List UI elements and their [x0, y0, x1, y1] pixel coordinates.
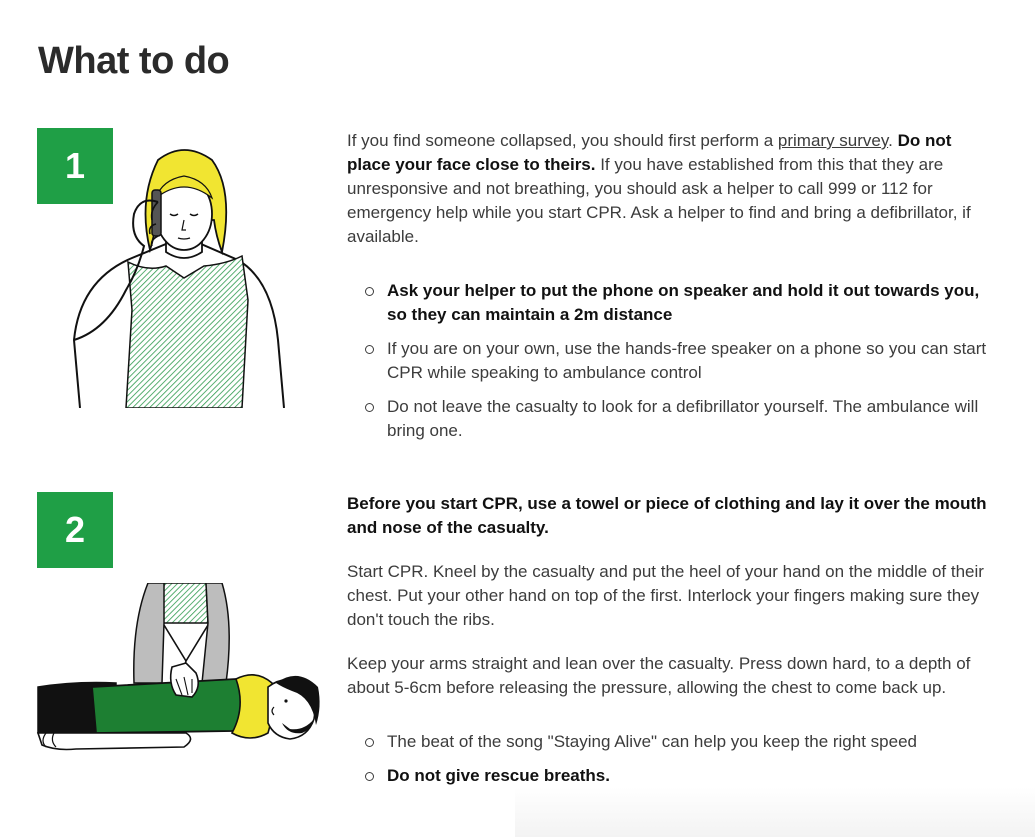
- step-1-intro: [347, 129, 992, 249]
- list-item: If you are on your own, use the hands-free speaker on a phone so you can start CPR while speaking to ambulance control: [347, 337, 992, 385]
- page-title: What to do: [38, 40, 230, 82]
- intro-text: .: [888, 131, 898, 150]
- step-2-content: [347, 492, 992, 788]
- step-2-lead: Before you start CPR, use a towel or piece of clothing and lay it over the mouth and nose of the casualty.: [347, 494, 987, 537]
- bottom-fade-overlay: [515, 787, 1035, 837]
- intro-text: If you have established from this that they are unresponsive and not breathing, you should ask a helper to call 999 or 112 for emergency help while you start CPR. Ask a helper to find and bring a defibrillator, if available.: [347, 155, 971, 246]
- step-2-paragraph: Start CPR. Kneel by the casualty and put the heel of your hand on the middle of their chest. Put your other hand on top of the first. Interlock your fingers making sure they don't touch the ribs.: [347, 562, 984, 629]
- person-on-phone-illustration: [66, 140, 291, 408]
- list-item: Ask your helper to put the phone on speaker and hold it out towards you, so they can maintain a 2m distance: [347, 279, 992, 327]
- primary-survey-link[interactable]: primary survey: [777, 131, 889, 150]
- intro-bold-text: Do not place your face close to theirs.: [347, 131, 952, 174]
- step-number-badge: 1: [37, 128, 113, 204]
- step-2-bullet-list: [347, 730, 992, 788]
- step-2-paragraph: Keep your arms straight and lean over the casualty. Press down hard, to a depth of about 5-6cm before releasing the pressure, allowing the chest to come back up.: [347, 654, 971, 697]
- cpr-chest-compression-illustration: [36, 583, 322, 755]
- list-item: Do not give rescue breaths.: [347, 764, 992, 788]
- step-1-bullet-list: [347, 279, 992, 443]
- list-item: The beat of the song "Staying Alive" can help you keep the right speed: [347, 730, 992, 754]
- step-1-content: [347, 129, 992, 443]
- list-item: Do not leave the casualty to look for a defibrillator yourself. The ambulance will bring one.: [347, 395, 992, 443]
- intro-text: If you find someone collapsed, you should first perform a: [347, 131, 778, 150]
- step-number-badge: 2: [37, 492, 113, 568]
